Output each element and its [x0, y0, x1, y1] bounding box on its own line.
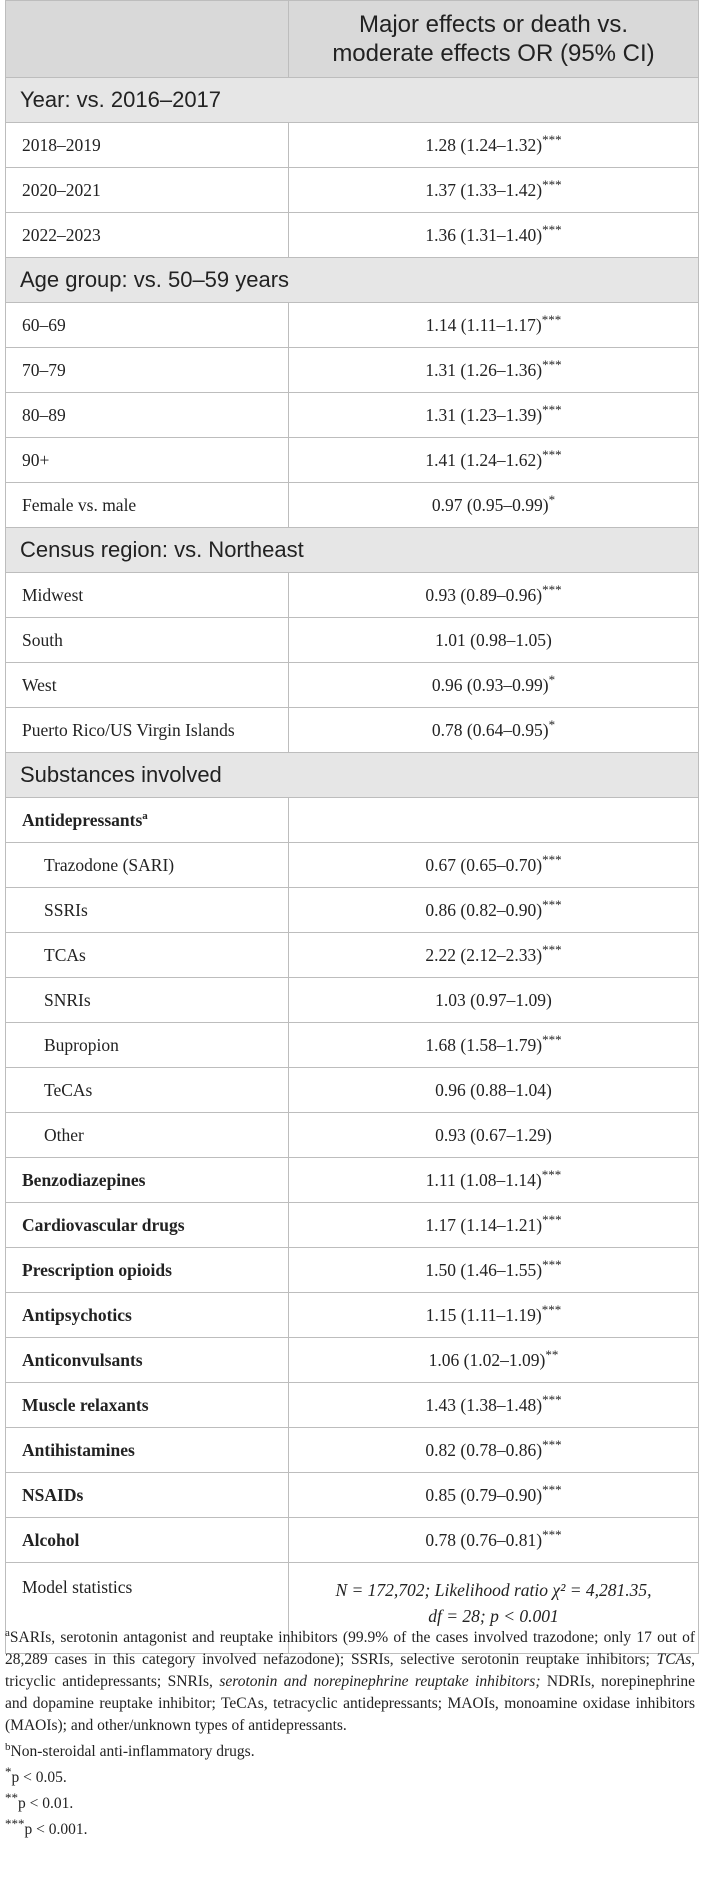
significance-stars: *	[548, 716, 556, 732]
row-label: Alcohol	[6, 1518, 289, 1563]
table-row	[6, 708, 699, 753]
row-label: South	[6, 618, 289, 663]
table-row	[6, 393, 699, 438]
table-header-row	[6, 1, 699, 78]
row-label: Puerto Rico/US Virgin Islands	[6, 708, 289, 753]
row-value-empty	[289, 798, 699, 843]
section-label: Year: vs. 2016–2017	[6, 78, 699, 123]
row-value: 0.97 (0.95–0.99)*	[289, 483, 699, 528]
row-value: 1.17 (1.14–1.21)***	[289, 1203, 699, 1248]
row-label: Midwest	[6, 573, 289, 618]
row-value: 1.43 (1.38–1.48)***	[289, 1383, 699, 1428]
table-row	[6, 1203, 699, 1248]
antidepressants-group-row	[6, 798, 699, 843]
section-label: Substances involved	[6, 753, 699, 798]
row-value: 1.37 (1.33–1.42)***	[289, 168, 699, 213]
row-value: 1.01 (0.98–1.05)	[289, 618, 699, 663]
row-value: 0.96 (0.93–0.99)*	[289, 663, 699, 708]
row-label: TCAs	[6, 933, 289, 978]
row-label: 2020–2021	[6, 168, 289, 213]
odds-ratio-table-container	[5, 0, 698, 1654]
footnote-p001: **p < 0.01.	[5, 1789, 74, 1812]
row-label: 90+	[6, 438, 289, 483]
row-value: 0.86 (0.82–0.90)***	[289, 888, 699, 933]
row-label: TeCAs	[6, 1068, 289, 1113]
significance-stars: ***	[542, 1031, 562, 1047]
row-label: Female vs. male	[6, 483, 289, 528]
header-line-1: Major effects or death vs.	[358, 11, 628, 38]
section-label: Census region: vs. Northeast	[6, 528, 699, 573]
row-label: Muscle relaxants	[6, 1383, 289, 1428]
table-row	[6, 1113, 699, 1158]
table-row	[6, 933, 699, 978]
table-row	[6, 1068, 699, 1113]
row-label: Prescription opioids	[6, 1248, 289, 1293]
significance-stars: ***	[542, 356, 562, 372]
significance-stars: *	[548, 491, 556, 507]
row-value: 1.68 (1.58–1.79)***	[289, 1023, 699, 1068]
significance-stars: ***	[542, 221, 562, 237]
table-row	[6, 1518, 699, 1563]
row-value: 1.03 (0.97–1.09)	[289, 978, 699, 1023]
table-row	[6, 663, 699, 708]
significance-stars: ***	[542, 1256, 562, 1272]
significance-stars: ***	[542, 176, 562, 192]
table-row	[6, 978, 699, 1023]
row-value: 0.85 (0.79–0.90)***	[289, 1473, 699, 1518]
row-label: Benzodiazepines	[6, 1158, 289, 1203]
table-row	[6, 1248, 699, 1293]
row-label: 70–79	[6, 348, 289, 393]
table-row	[6, 1428, 699, 1473]
row-label: SNRIs	[6, 978, 289, 1023]
significance-stars: ***	[542, 1211, 562, 1227]
table-row	[6, 1023, 699, 1068]
table-row	[6, 618, 699, 663]
significance-stars: ***	[542, 941, 562, 957]
row-value: 1.36 (1.31–1.40)***	[289, 213, 699, 258]
table-row	[6, 213, 699, 258]
row-label: 2018–2019	[6, 123, 289, 168]
row-label: 80–89	[6, 393, 289, 438]
row-value: 0.78 (0.76–0.81)***	[289, 1518, 699, 1563]
significance-stars: ***	[542, 1391, 562, 1407]
row-value: 0.93 (0.67–1.29)	[289, 1113, 699, 1158]
footnote-p005: *p < 0.05.	[5, 1763, 67, 1786]
table-row	[6, 348, 699, 393]
header-line-2: moderate effects OR (95% CI)	[332, 40, 655, 67]
row-label: 2022–2023	[6, 213, 289, 258]
table-row	[6, 1338, 699, 1383]
footnote-b: $^b$Non-steroidal anti-inflammatory drugs.	[5, 1740, 255, 1760]
significance-stars: ***	[542, 401, 562, 417]
row-label: SSRIs	[6, 888, 289, 933]
significance-stars: ***	[542, 851, 562, 867]
row-value: 1.41 (1.24–1.62)***	[289, 438, 699, 483]
footnote-a-ref: a	[142, 809, 148, 822]
row-label: Trazodone (SARI)	[6, 843, 289, 888]
row-label: Cardiovascular drugs	[6, 1203, 289, 1248]
header-label-cell	[6, 1, 289, 78]
row-label: NSAIDs	[6, 1473, 289, 1518]
footnote-p0001: ***p < 0.001.	[5, 1815, 88, 1838]
row-value: 1.31 (1.26–1.36)***	[289, 348, 699, 393]
significance-stars: ***	[542, 896, 562, 912]
model-stats-line-2: df = 28; p < 0.001	[428, 1606, 559, 1626]
row-value: 1.14 (1.11–1.17)***	[289, 303, 699, 348]
section-header-region	[6, 528, 699, 573]
significance-stars: **	[545, 1346, 559, 1362]
table-row	[6, 483, 699, 528]
row-value: 0.78 (0.64–0.95)*	[289, 708, 699, 753]
row-value: 0.82 (0.78–0.86)***	[289, 1428, 699, 1473]
significance-stars: ***	[541, 311, 562, 327]
row-label: Antipsychotics	[6, 1293, 289, 1338]
row-value: 0.67 (0.65–0.70)***	[289, 843, 699, 888]
row-value: 1.28 (1.24–1.32)***	[289, 123, 699, 168]
significance-stars: ***	[542, 1526, 562, 1542]
row-value: 1.15 (1.11–1.19)***	[289, 1293, 699, 1338]
section-label: Age group: vs. 50–59 years	[6, 258, 699, 303]
significance-stars: ***	[542, 1481, 562, 1497]
row-value: 2.22 (2.12–2.33)***	[289, 933, 699, 978]
table-row	[6, 1158, 699, 1203]
table-row	[6, 1383, 699, 1428]
row-value: 0.96 (0.88–1.04)	[289, 1068, 699, 1113]
table-row	[6, 123, 699, 168]
row-label: Bupropion	[6, 1023, 289, 1068]
table-footnotes	[5, 1627, 695, 1845]
significance-stars: *	[548, 671, 556, 687]
row-value: 1.06 (1.02–1.09)**	[289, 1338, 699, 1383]
table-row	[6, 303, 699, 348]
significance-stars: ***	[542, 1436, 562, 1452]
row-label: Anticonvulsants	[6, 1338, 289, 1383]
table-row	[6, 1473, 699, 1518]
significance-stars: ***	[541, 1166, 562, 1182]
row-label: West	[6, 663, 289, 708]
footnote-a: $^a$SARIs, serotonin antagonist and reuptake inhibitors (99.9% of the cases involved trazodone; only 17 out of 28,289 cases in this category involved nefazodone); SSRIs, selective serotonin reuptake inhibitors; TCAs, tricyclic antidepressants; SNRIs, serotonin and norepinephrine reuptake inhibitors; NDRIs, norepinephrine and dopamine reuptake inhibitor; TeCAs, tetracyclic antidepressants; MAOIs, monoamine oxidase inhibitors (MAOIs); and other/unknown types of antidepressants.	[5, 1626, 696, 1734]
row-value: 1.11 (1.08–1.14)***	[289, 1158, 699, 1203]
row-label: Antidepressants$^a$	[6, 798, 289, 843]
odds-ratio-table	[5, 0, 699, 1654]
model-stats-line-1: N = 172,702; Likelihood ratio χ² = 4,281.35,	[335, 1580, 652, 1600]
table-row	[6, 438, 699, 483]
header-or-column	[289, 1, 699, 78]
table-row	[6, 168, 699, 213]
table-row	[6, 888, 699, 933]
row-label: Model statistics	[6, 1563, 289, 1654]
section-header-age	[6, 258, 699, 303]
row-value: 1.31 (1.23–1.39)***	[289, 393, 699, 438]
row-label: Antihistamines	[6, 1428, 289, 1473]
row-value: 1.50 (1.46–1.55)***	[289, 1248, 699, 1293]
table-row	[6, 843, 699, 888]
section-header-substances	[6, 753, 699, 798]
table-row	[6, 573, 699, 618]
significance-stars: ***	[542, 446, 562, 462]
significance-stars: ***	[541, 1301, 562, 1317]
row-value: 0.93 (0.89–0.96)***	[289, 573, 699, 618]
row-label: Other	[6, 1113, 289, 1158]
section-header-year	[6, 78, 699, 123]
row-label: 60–69	[6, 303, 289, 348]
significance-stars: ***	[542, 131, 562, 147]
significance-stars: ***	[542, 581, 562, 597]
table-row	[6, 1293, 699, 1338]
